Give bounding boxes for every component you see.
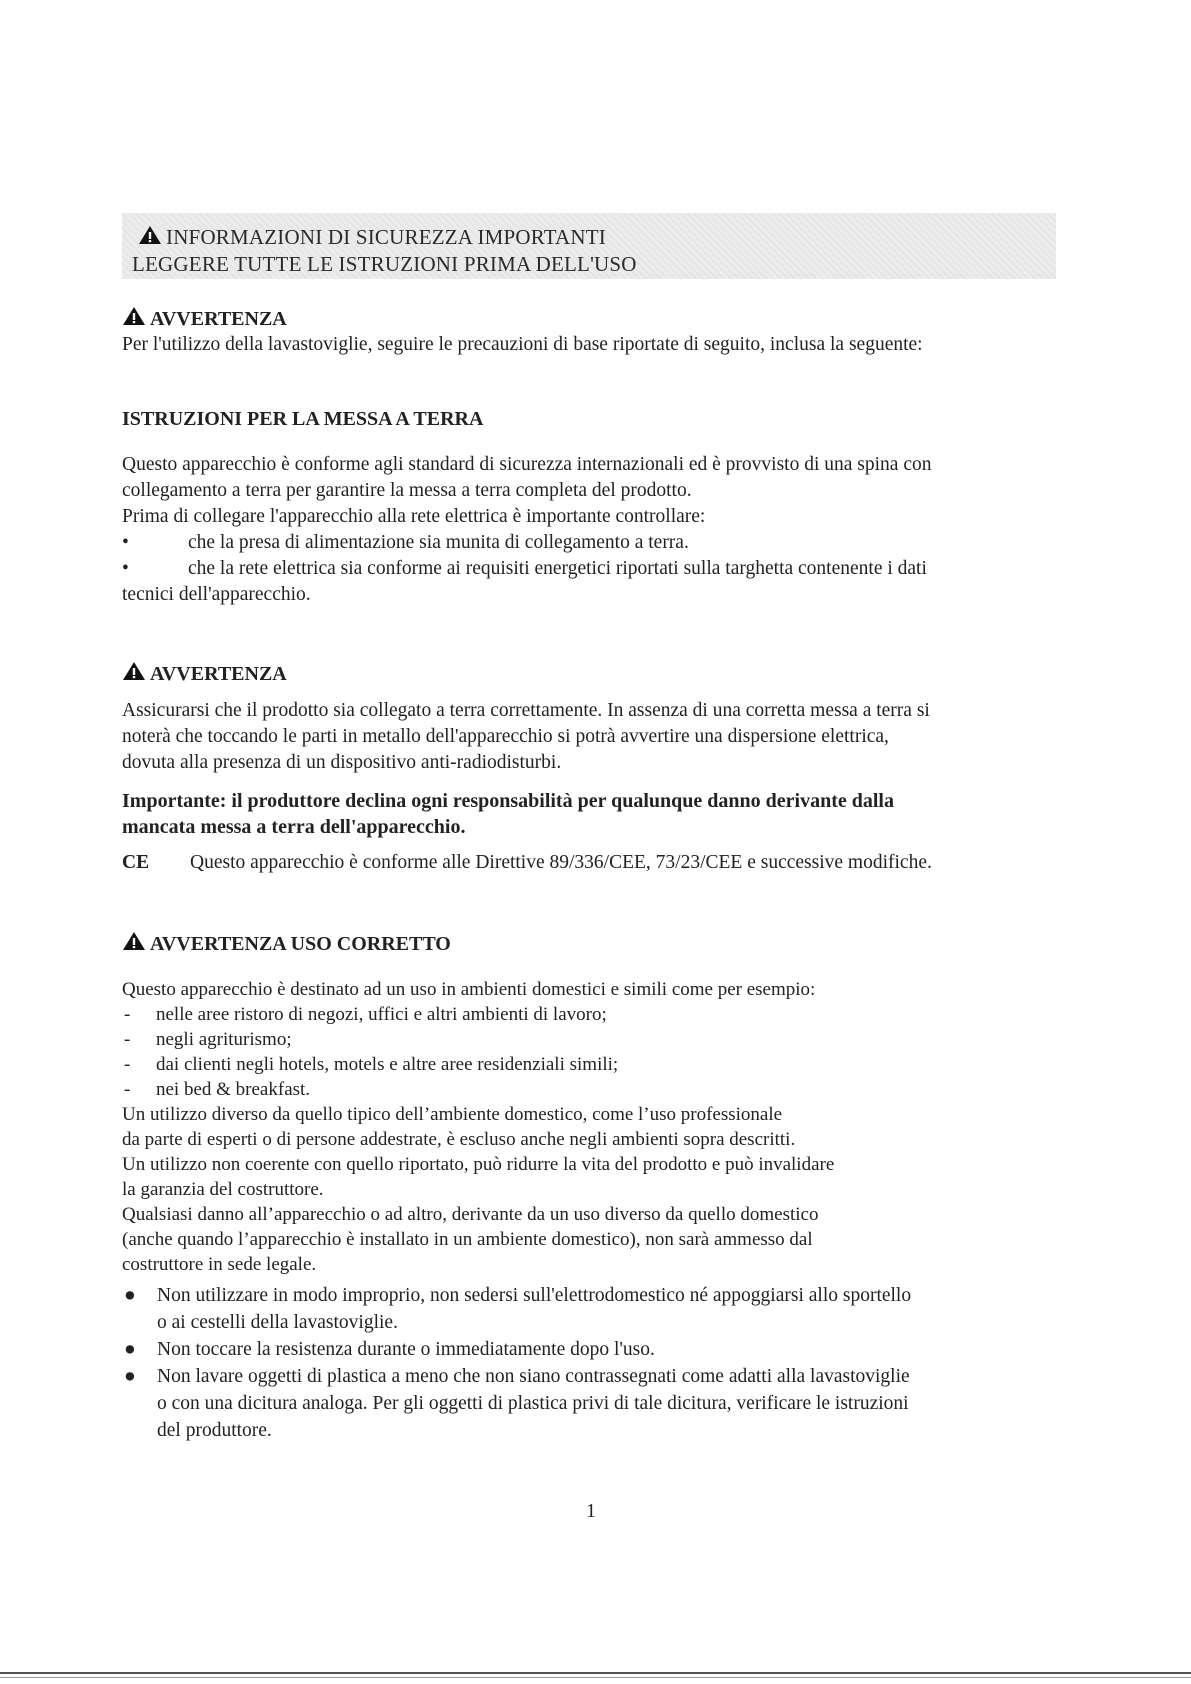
list-item [122, 1052, 1062, 1077]
banner-subtitle: LEGGERE TUTTE LE ISTRUZIONI PRIMA DELL'USO [132, 252, 637, 276]
bullet-mark: • [122, 532, 129, 553]
list-item [122, 1077, 1062, 1102]
warning-3-para-line: la garanzia del costruttore. [122, 1179, 324, 1200]
list-item-text: dai clienti negli hotels, motels e altre aree residenziali simili; [156, 1054, 619, 1075]
list-item-text: Non lavare oggetti di plastica a meno che non siano contrassegnati come adatti alla lavastoviglie [157, 1366, 910, 1387]
list-item-continuation: o con una dicitura analoga. Per gli oggetti di plastica privi di tale dicitura, verificare le istruzioni [157, 1393, 909, 1414]
list-item-continuation: o ai cestelli della lavastoviglie. [157, 1312, 398, 1333]
warning-2-line: dovuta alla presenza di un dispositivo anti-radiodisturbi. [122, 752, 562, 773]
warning-3-para-line: Un utilizzo non coerente con quello riportato, può ridurre la vita del prodotto e può invalidare [122, 1154, 835, 1175]
warning-3-bullets [122, 1282, 1062, 1444]
warning-icon [138, 225, 162, 245]
ce-mark: CE [122, 852, 150, 873]
warning-3-para-line: Qualsiasi danno all’apparecchio o ad altro, derivante da un uso diverso da quello domestico [122, 1204, 819, 1225]
important-line: Importante: il produttore declina ogni responsabilità per qualunque danno derivante dalla [122, 790, 894, 812]
warning-3-para-line: (anche quando l’apparecchio è installato in un ambiente domestico), non sarà ammesso dal [122, 1229, 813, 1250]
important-notice [122, 788, 1062, 840]
list-item-text: che la presa di alimentazione sia munita di collegamento a terra. [188, 532, 689, 553]
list-item [122, 1282, 1062, 1309]
warning-section-3 [122, 931, 1062, 957]
list-item [122, 530, 1062, 556]
safety-banner [122, 213, 1056, 279]
warning-3-para-line: da parte di esperti o di persone addestrate, è escluso anche negli ambienti sopra descritti. [122, 1129, 796, 1150]
list-item [122, 1002, 1062, 1027]
banner-title: INFORMAZIONI DI SICUREZZA IMPORTANTI [138, 225, 606, 250]
list-item-text: negli agriturismo; [156, 1029, 292, 1050]
grounding-section [122, 406, 1062, 432]
warning-2-line: Assicurarsi che il prodotto sia collegato a terra correttamente. In assenza di una corretta messa a terra si [122, 700, 930, 721]
ce-compliance [122, 850, 1062, 876]
dash-mark: - [124, 1079, 131, 1100]
warning-icon [122, 306, 146, 326]
grounding-body [122, 452, 1062, 608]
warning-icon [122, 931, 146, 951]
list-item-continuation: del produttore. [157, 1420, 272, 1441]
list-item [122, 1336, 1062, 1363]
warning-section-1 [122, 306, 1062, 358]
list-item-continuation: tecnici dell'apparecchio. [122, 584, 311, 605]
dash-mark: - [124, 1004, 131, 1025]
grounding-para-line: collegamento a terra per garantire la messa a terra completa del prodotto. [122, 480, 692, 501]
list-item-text: Non toccare la resistenza durante o immediatamente dopo l'uso. [157, 1339, 655, 1360]
list-item [122, 1027, 1062, 1052]
important-line: mancata messa a terra dell'apparecchio. [122, 816, 466, 838]
list-item-text: nelle aree ristoro di negozi, uffici e altri ambienti di lavoro; [156, 1004, 607, 1025]
grounding-para-line: Questo apparecchio è conforme agli standard di sicurezza internazionali ed è provvisto di una spina con [122, 454, 932, 475]
grounding-title: ISTRUZIONI PER LA MESSA A TERRA [122, 408, 484, 430]
bullet-mark: • [122, 558, 129, 579]
warning-icon [122, 661, 146, 681]
list-item-text: Non utilizzare in modo improprio, non sedersi sull'elettrodomestico né appoggiarsi allo sportello [157, 1285, 912, 1306]
warning-1-text: Per l'utilizzo della lavastoviglie, seguire le precauzioni di base riportate di seguito, inclusa la seguente: [122, 334, 923, 355]
dash-mark: - [124, 1029, 131, 1050]
list-item [122, 556, 1062, 582]
warning-section-2 [122, 661, 1062, 687]
warning-3-body [122, 977, 1062, 1277]
warning-3-para-line: Un utilizzo diverso da quello tipico dell’ambiente domestico, come l’uso professionale [122, 1104, 783, 1125]
warning-3-intro: Questo apparecchio è destinato ad un uso in ambienti domestici e simili come per esempio: [122, 979, 816, 1000]
list-item-text: nei bed & breakfast. [156, 1079, 311, 1100]
warning-3-title: AVVERTENZA USO CORRETTO [122, 931, 1062, 957]
bullet-mark: ● [124, 1285, 136, 1306]
page-number: 1 [586, 1500, 596, 1522]
warning-2-title: AVVERTENZA [122, 661, 1062, 687]
dash-mark: - [124, 1054, 131, 1075]
bottom-divider [0, 1677, 1191, 1678]
warning-2-line: noterà che toccando le parti in metallo dell'apparecchio si potrà avvertire una dispersione elettrica, [122, 726, 889, 747]
warning-1-title: AVVERTENZA [122, 306, 1062, 332]
list-item [122, 1363, 1062, 1390]
bullet-mark: ● [124, 1339, 136, 1360]
warning-3-para-line: costruttore in sede legale. [122, 1254, 317, 1275]
warning-2-body [122, 698, 1062, 776]
list-item-text: che la rete elettrica sia conforme ai requisiti energetici riportati sulla targhetta contenente i dati [188, 558, 927, 579]
ce-text: Questo apparecchio è conforme alle Direttive 89/336/CEE, 73/23/CEE e successive modifiche. [190, 852, 932, 873]
bullet-mark: ● [124, 1366, 136, 1387]
bottom-divider [0, 1672, 1191, 1674]
grounding-para-line: Prima di collegare l'apparecchio alla rete elettrica è importante controllare: [122, 506, 706, 527]
